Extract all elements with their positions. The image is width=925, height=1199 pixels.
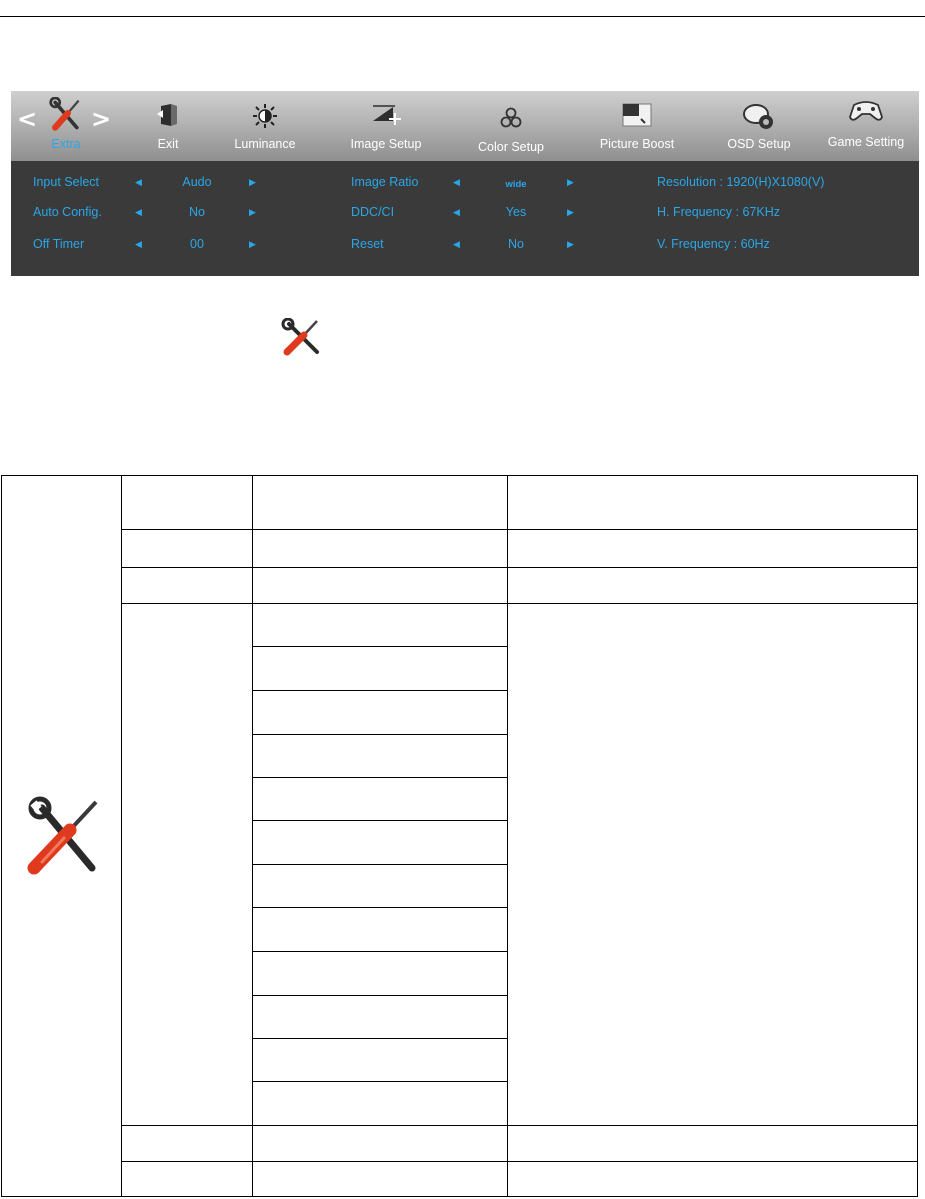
- ddc-ci-label: DDC/CI: [351, 205, 395, 219]
- table-row-line: [121, 603, 918, 604]
- nav-left-arrow[interactable]: <: [17, 105, 38, 133]
- picture-boost-icon: [622, 103, 652, 127]
- table-row-line: [121, 529, 918, 530]
- menu-label-picture-boost: Picture Boost: [599, 137, 675, 151]
- menu-item-picture-boost[interactable]: [592, 91, 682, 161]
- input-select-label: Input Select: [33, 175, 100, 189]
- input-select-decrease[interactable]: ◀: [135, 178, 142, 188]
- image-ratio-decrease[interactable]: ◀: [453, 178, 460, 188]
- table-subrow-line: [252, 1038, 508, 1039]
- menu-item-image-setup[interactable]: [341, 91, 431, 161]
- off-timer-label: Off Timer: [33, 237, 85, 251]
- osd-menu-panel: [11, 91, 919, 276]
- image-ratio-value[interactable]: wide: [505, 179, 527, 190]
- ddc-ci-value[interactable]: Yes: [505, 205, 527, 219]
- menu-item-game-setting[interactable]: [826, 91, 906, 161]
- osd-settings-row-3: [11, 237, 919, 255]
- table-row-line: [121, 1161, 918, 1162]
- menu-label-color-setup: Color Setup: [477, 140, 544, 154]
- color-circles-icon: [500, 107, 522, 129]
- off-timer-decrease[interactable]: ◀: [135, 240, 142, 250]
- menu-label-game-setting: Game Setting: [827, 135, 905, 149]
- resolution-info: Resolution : 1920(H)X1080(V): [657, 175, 825, 189]
- osd-menu-bar: [11, 91, 919, 161]
- v-frequency-info: V. Frequency : 60Hz: [657, 237, 770, 251]
- top-rule: [0, 16, 925, 17]
- tools-icon: [47, 97, 85, 133]
- off-timer-value[interactable]: 00: [190, 237, 204, 251]
- osd-gear-icon: [743, 103, 775, 131]
- reset-decrease[interactable]: ◀: [453, 240, 460, 250]
- off-timer-increase[interactable]: ▶: [249, 240, 256, 250]
- menu-item-osd-setup[interactable]: [714, 91, 804, 161]
- auto-config-value[interactable]: No: [189, 205, 205, 219]
- menu-label-luminance: Luminance: [234, 137, 296, 151]
- reset-value[interactable]: No: [508, 237, 524, 251]
- osd-settings-row-2: [11, 205, 919, 223]
- h-frequency-info: H. Frequency : 67KHz: [657, 205, 780, 219]
- table-col-sep-1: [121, 475, 122, 1197]
- menu-item-extra[interactable]: [21, 91, 111, 161]
- table-subrow-line: [252, 777, 508, 778]
- image-setup-icon: [371, 103, 401, 125]
- table-subrow-line: [252, 1081, 508, 1082]
- table-row-line: [121, 1125, 918, 1126]
- input-select-value[interactable]: Audo: [182, 175, 212, 189]
- auto-config-increase[interactable]: ▶: [249, 208, 256, 218]
- table-border-left: [1, 475, 2, 1197]
- tools-icon: [277, 318, 325, 356]
- table-subrow-line: [252, 820, 508, 821]
- menu-label-osd-setup: OSD Setup: [727, 137, 791, 151]
- reset-label: Reset: [351, 237, 384, 251]
- tools-icon: [20, 796, 102, 878]
- exit-door-icon: [157, 103, 179, 127]
- menu-label-image-setup: Image Setup: [350, 137, 422, 151]
- auto-config-label: Auto Config.: [33, 205, 102, 219]
- image-ratio-label: Image Ratio: [351, 175, 419, 189]
- table-subrow-line: [252, 995, 508, 996]
- table-subrow-line: [252, 646, 508, 647]
- nav-right-arrow[interactable]: >: [91, 105, 112, 133]
- auto-config-decrease[interactable]: ◀: [135, 208, 142, 218]
- ddc-ci-increase[interactable]: ▶: [567, 208, 574, 218]
- osd-settings-row-1: [11, 175, 919, 193]
- image-ratio-increase[interactable]: ▶: [567, 178, 574, 188]
- gamepad-icon: [848, 99, 884, 123]
- table-col-sep-3: [507, 475, 508, 1197]
- menu-label-exit: Exit: [157, 137, 179, 151]
- table-col-sep-2: [252, 475, 253, 1197]
- input-select-increase[interactable]: ▶: [249, 178, 256, 188]
- sun-icon: [252, 103, 278, 129]
- table-row-line: [121, 567, 918, 568]
- menu-item-luminance[interactable]: [220, 91, 310, 161]
- table-subrow-line: [252, 864, 508, 865]
- reset-increase[interactable]: ▶: [567, 240, 574, 250]
- table-border-right: [917, 475, 918, 1197]
- menu-item-exit[interactable]: [123, 91, 213, 161]
- ddc-ci-decrease[interactable]: ◀: [453, 208, 460, 218]
- table-border-top: [1, 475, 918, 476]
- table-subrow-line: [252, 907, 508, 908]
- table-subrow-line: [252, 951, 508, 952]
- table-border-bottom: [1, 1196, 918, 1197]
- menu-item-color-setup[interactable]: [466, 91, 556, 161]
- table-subrow-line: [252, 734, 508, 735]
- table-subrow-line: [252, 690, 508, 691]
- menu-label-extra: Extra: [51, 137, 81, 151]
